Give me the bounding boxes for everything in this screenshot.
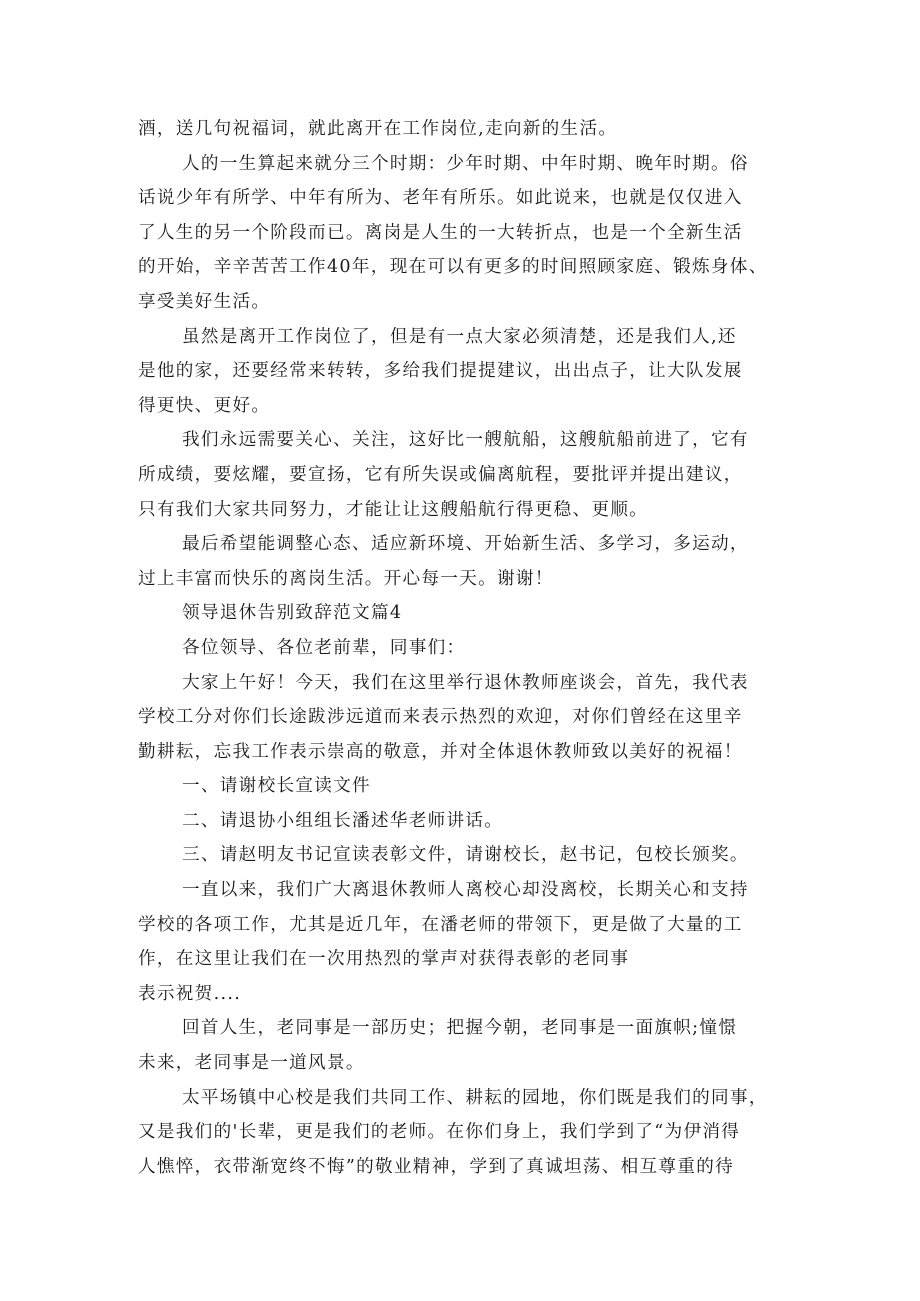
text-line: 过上丰富而快乐的离岗生活。开心每一天。谢谢！ <box>138 568 554 589</box>
text-line: 各位领导、各位老前辈，同事们： <box>182 637 466 658</box>
text-line: 话说少年有所学、中年有所为、老年有所乐。如此说来，也就是仅仅进入 <box>138 188 743 209</box>
text-line: 学校工分对你们长途跋涉远道而来表示热烈的欢迎，对你们曾经在这里辛 <box>138 707 743 728</box>
text-line: 三、请赵明友书记宣读表彰文件，请谢校长，赵书记，包校长颁奖。 <box>182 845 749 866</box>
text-line: 学校的各项工作，尤其是近几年，在潘老师的带领下，更是做了大量的工 <box>138 914 743 935</box>
text-line: 人憔悴，衣带渐宽终不悔”的敬业精神，学到了真诚坦荡、相互尊重的待 <box>138 1156 735 1177</box>
text-line: 所成绩，要炫耀，要宣扬，它有所失误或偏离航程，要批评并提出建议， <box>138 464 743 485</box>
text-line: 虽然是离开工作岗位了，但是有一点大家必须清楚，还是我们人,还 <box>182 326 737 347</box>
text-line: 只有我们大家共同努力，才能让让这艘船航行得更稳、更顺。 <box>138 499 649 520</box>
text-line: 一直以来，我们广大离退休教师人离校心却没离校，长期关心和支持 <box>182 880 749 901</box>
text-line: 二、请退协小组组长潘述华老师讲话。 <box>182 810 504 831</box>
text-line: 最后希望能调整心态、适应新环境、开始新生活、多学习，多运动， <box>182 534 749 555</box>
document-body <box>138 112 783 1184</box>
text-line: 作，在这里让我们在一次用热烈的掌声对获得表彰的老同事 <box>138 949 630 970</box>
text-line: 的开始，辛辛苦苦工作40年，现在可以有更多的时间照顾家庭、锻炼身体、 <box>138 257 768 278</box>
text-line: 得更快、更好。 <box>138 395 271 416</box>
text-line: 人的一生算起来就分三个时期：少年时期、中年时期、晚年时期。俗 <box>182 153 749 174</box>
text-line: 了人生的另一个阶段而已。离岗是人生的一大转折点，也是一个全新生活 <box>138 222 743 243</box>
text-line: 一、请谢校长宣读文件 <box>182 776 371 797</box>
text-line: 享受美好生活。 <box>138 291 271 312</box>
text-line: 表示祝贺.... <box>138 983 242 1004</box>
text-line: 酒，送几句祝福词，就此离开在工作岗位,走向新的生活。 <box>138 119 618 139</box>
text-line: 勤耕耘，忘我工作表示崇高的敬意，并对全体退休教师致以美好的祝福！ <box>138 741 743 762</box>
text-line: 太平场镇中心校是我们共同工作、耕耘的园地，你们既是我们的同事， <box>182 1087 768 1108</box>
text-line: 未来，老同事是一道风景。 <box>138 1053 365 1074</box>
text-line: 大家上午好！今天，我们在这里举行退休教师座谈会，首先，我代表 <box>182 672 749 693</box>
text-line: 又是我们的'长辈，更是我们的老师。在你们身上，我们学到了“为伊消得 <box>138 1122 741 1143</box>
text-line: 我们永远需要关心、关注，这好比一艘航船，这艘航船前进了，它有 <box>182 430 749 451</box>
text-line: 领导退休告别致辞范文篇4 <box>182 603 403 624</box>
text-line: 回首人生，老同事是一部历史；把握今朝，老同事是一面旗帜;憧憬 <box>182 1018 738 1039</box>
text-line: 是他的家，还要经常来转转，多给我们提提建议，出出点子，让大队发展 <box>138 361 743 382</box>
